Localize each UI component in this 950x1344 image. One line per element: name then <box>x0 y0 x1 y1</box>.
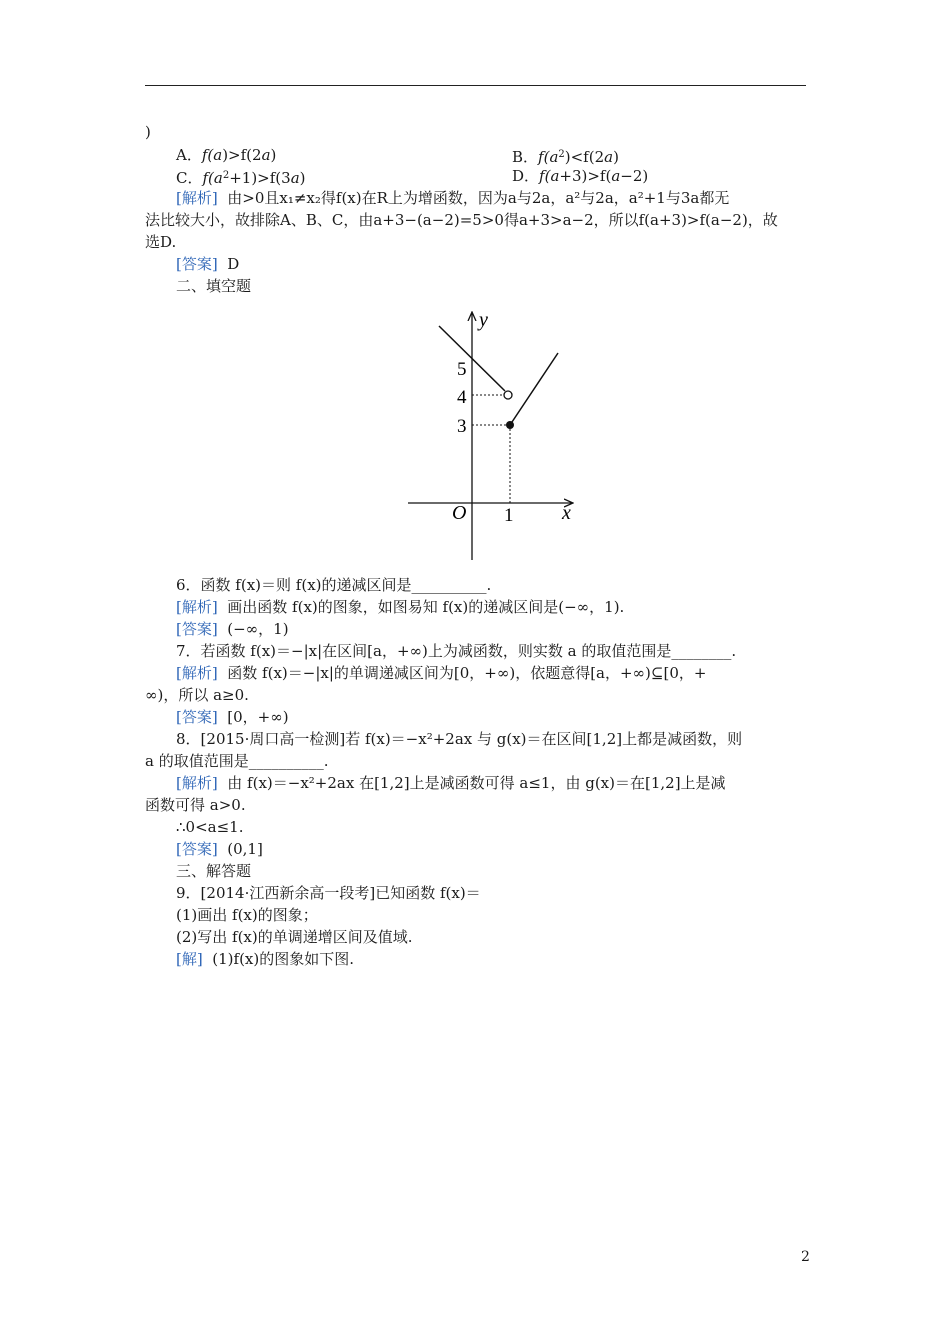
origin-label: O <box>452 502 467 524</box>
option-c: C．$f(a^2+1)>f(3a)$ <box>176 169 306 187</box>
open-point <box>504 391 512 399</box>
q5-analysis-line2: 法比较大小，故排除A、B、C，由a+3−(a−2)=5>0得a+3>a−2，所以f(a+3)>f(a−2)，故 <box>145 211 778 229</box>
continued-paren: ) <box>145 123 151 141</box>
piecewise-graph <box>400 300 590 565</box>
q6-analysis: [解析] 画出函数 f(x)的图象，如图易知 f(x)的递减区间是(−∞，1). <box>176 598 625 616</box>
q9-question: 9．[2014·江西新余高一段考]已知函数 f(x)＝ <box>176 884 481 902</box>
q6-question: 6．函数 f(x)＝则 f(x)的递减区间是__________. <box>176 576 492 594</box>
increasing-segment <box>510 353 558 425</box>
tick-4: 4 <box>457 387 467 408</box>
q5-analysis-line1: [解析] 由>0且x₁≠x₂得f(x)在R上为增函数，因为a与2a，a²与2a，a²+1与3a都无 <box>176 189 730 207</box>
closed-point <box>506 421 514 429</box>
q7-answer: [答案] [0，+∞) <box>176 708 289 726</box>
section-2-title: 二、填空题 <box>176 277 252 295</box>
option-d: D．f(a+3)>f(a−2) <box>512 167 649 185</box>
section-3-title: 三、解答题 <box>176 862 252 880</box>
q8-answer: [答案] (0,1] <box>176 840 263 858</box>
q7-question: 7．若函数 f(x)＝−|x|在区间[a，+∞)上为减函数，则实数 a 的取值范围是________. <box>176 642 737 660</box>
q8-therefore: ∴0<a≤1. <box>176 818 244 836</box>
q7-analysis-line2: ∞)，所以 a≥0. <box>145 686 249 704</box>
tick-3: 3 <box>457 416 467 437</box>
option-b: B．$f(a^2)<f(2a)$ <box>512 148 619 166</box>
q8-analysis-line2: 函数可得 a>0. <box>145 796 246 814</box>
q8-analysis-line1: [解析] 由 f(x)＝−x²+2ax 在[1,2]上是减函数可得 a≤1，由 g(x)＝在[1,2]上是减 <box>176 774 726 792</box>
q8-question-line2: a 的取值范围是__________. <box>145 752 329 770</box>
q9-part2: (2)写出 f(x)的单调递增区间及值域. <box>176 928 413 946</box>
q9-part1: (1)画出 f(x)的图象； <box>176 906 318 924</box>
header-rule <box>145 85 806 86</box>
tick-1: 1 <box>504 505 514 526</box>
q7-analysis-line1: [解析] 函数 f(x)＝−|x|的单调递减区间为[0，+∞)，依题意得[a，+∞)⊆[0，+ <box>176 664 707 682</box>
q5-analysis-line3: 选D. <box>145 233 177 251</box>
q9-solution: [解] (1)f(x)的图象如下图. <box>176 950 354 968</box>
q8-question-line1: 8．[2015·周口高一检测]若 f(x)＝−x²+2ax 与 g(x)＝在区间[1,2]上都是减函数，则 <box>176 730 743 748</box>
q6-answer: [答案] (−∞，1) <box>176 620 289 638</box>
page-number: 2 <box>801 1249 810 1265</box>
q5-answer: [答案] D <box>176 255 240 273</box>
y-label: y <box>479 309 488 331</box>
tick-5: 5 <box>457 359 467 380</box>
x-label: x <box>562 502 571 524</box>
option-a: A．f(a)>f(2a) <box>176 146 277 164</box>
